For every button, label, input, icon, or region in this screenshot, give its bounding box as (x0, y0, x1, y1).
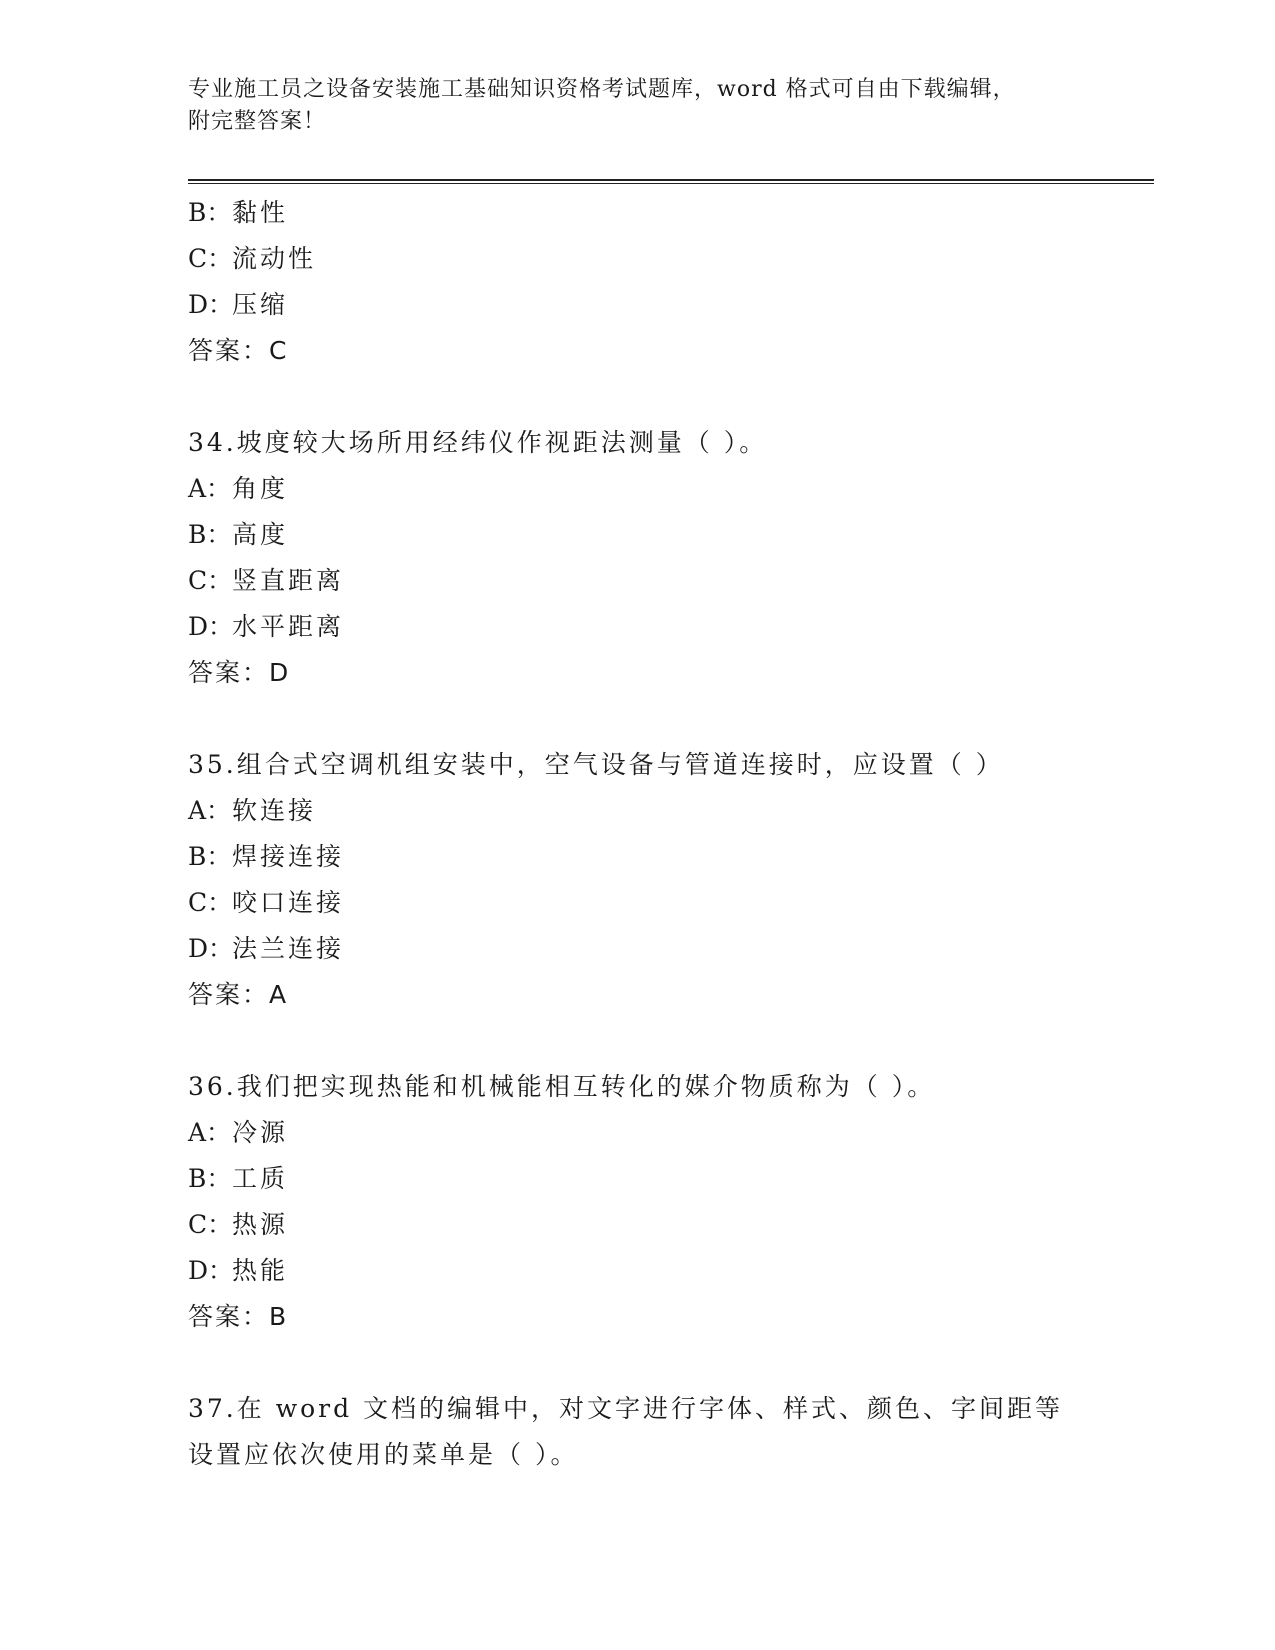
question-stem: 34.坡度较大场所用经纬仪作视距法测量（ ）。 (188, 428, 768, 457)
option-key: D： (188, 612, 234, 641)
option-text: 水平距离 (232, 612, 345, 641)
option-text: 咬口连接 (232, 888, 345, 917)
question-33 (188, 190, 1148, 374)
question-34 (188, 420, 1148, 696)
spacer (188, 374, 1148, 420)
document-header (188, 74, 1068, 138)
option-key: C： (188, 566, 233, 595)
option-text: 压缩 (232, 290, 289, 319)
option-key: B： (188, 520, 232, 549)
answer: 答案：A (188, 980, 289, 1009)
option-a (188, 1110, 1148, 1156)
option-key: B： (188, 1164, 232, 1193)
option-text: 竖直距离 (232, 566, 345, 595)
answer: 答案：B (188, 1302, 289, 1331)
question-36 (188, 1064, 1148, 1340)
option-c (188, 1202, 1148, 1248)
option-text: 热能 (232, 1256, 289, 1285)
option-key: A： (188, 796, 232, 825)
option-key: D： (188, 1256, 234, 1285)
option-text: 工质 (232, 1164, 289, 1193)
option-d (188, 282, 1148, 328)
option-c (188, 880, 1148, 926)
option-d (188, 604, 1148, 650)
option-c (188, 236, 1148, 282)
option-b (188, 834, 1148, 880)
spacer (188, 1018, 1148, 1064)
option-c (188, 558, 1148, 604)
option-key: C： (188, 244, 233, 273)
option-a (188, 466, 1148, 512)
answer: 答案：D (188, 658, 291, 687)
option-b (188, 512, 1148, 558)
question-stem: 35.组合式空调机组安装中，空气设备与管道连接时，应设置（ ） (188, 750, 1004, 779)
option-text: 热源 (232, 1210, 289, 1239)
header-divider (188, 179, 1154, 184)
question-stem-line-2: 设置应依次使用的菜单是（ ）。 (188, 1440, 579, 1469)
option-key: D： (188, 934, 234, 963)
option-text: 角度 (232, 474, 289, 503)
option-key: C： (188, 1210, 233, 1239)
option-b (188, 190, 1148, 236)
spacer (188, 1340, 1148, 1386)
option-key: D： (188, 290, 234, 319)
header-line-1: 专业施工员之设备安装施工基础知识资格考试题库，word 格式可自由下载编辑， (188, 77, 1016, 102)
option-key: A： (188, 474, 232, 503)
option-key: B： (188, 842, 232, 871)
option-d (188, 926, 1148, 972)
question-list (188, 190, 1148, 1478)
option-a (188, 788, 1148, 834)
question-37 (188, 1386, 1148, 1478)
option-b (188, 1156, 1148, 1202)
spacer (188, 696, 1148, 742)
answer: 答案：C (188, 336, 289, 365)
option-key: C： (188, 888, 233, 917)
option-text: 流动性 (232, 244, 317, 273)
question-35 (188, 742, 1148, 1018)
option-text: 焊接连接 (232, 842, 345, 871)
option-key: A： (188, 1118, 232, 1147)
question-stem: 36.我们把实现热能和机械能相互转化的媒介物质称为（ ）。 (188, 1072, 936, 1101)
option-text: 法兰连接 (232, 934, 345, 963)
option-d (188, 1248, 1148, 1294)
header-line-2: 附完整答案！ (188, 109, 327, 134)
option-text: 冷源 (232, 1118, 289, 1147)
question-stem-line-1: 37.在 word 文档的编辑中，对文字进行字体、样式、颜色、字间距等 (188, 1394, 1064, 1423)
option-key: B： (188, 198, 232, 227)
option-text: 高度 (232, 520, 289, 549)
option-text: 软连接 (232, 796, 317, 825)
option-text: 黏性 (232, 198, 289, 227)
